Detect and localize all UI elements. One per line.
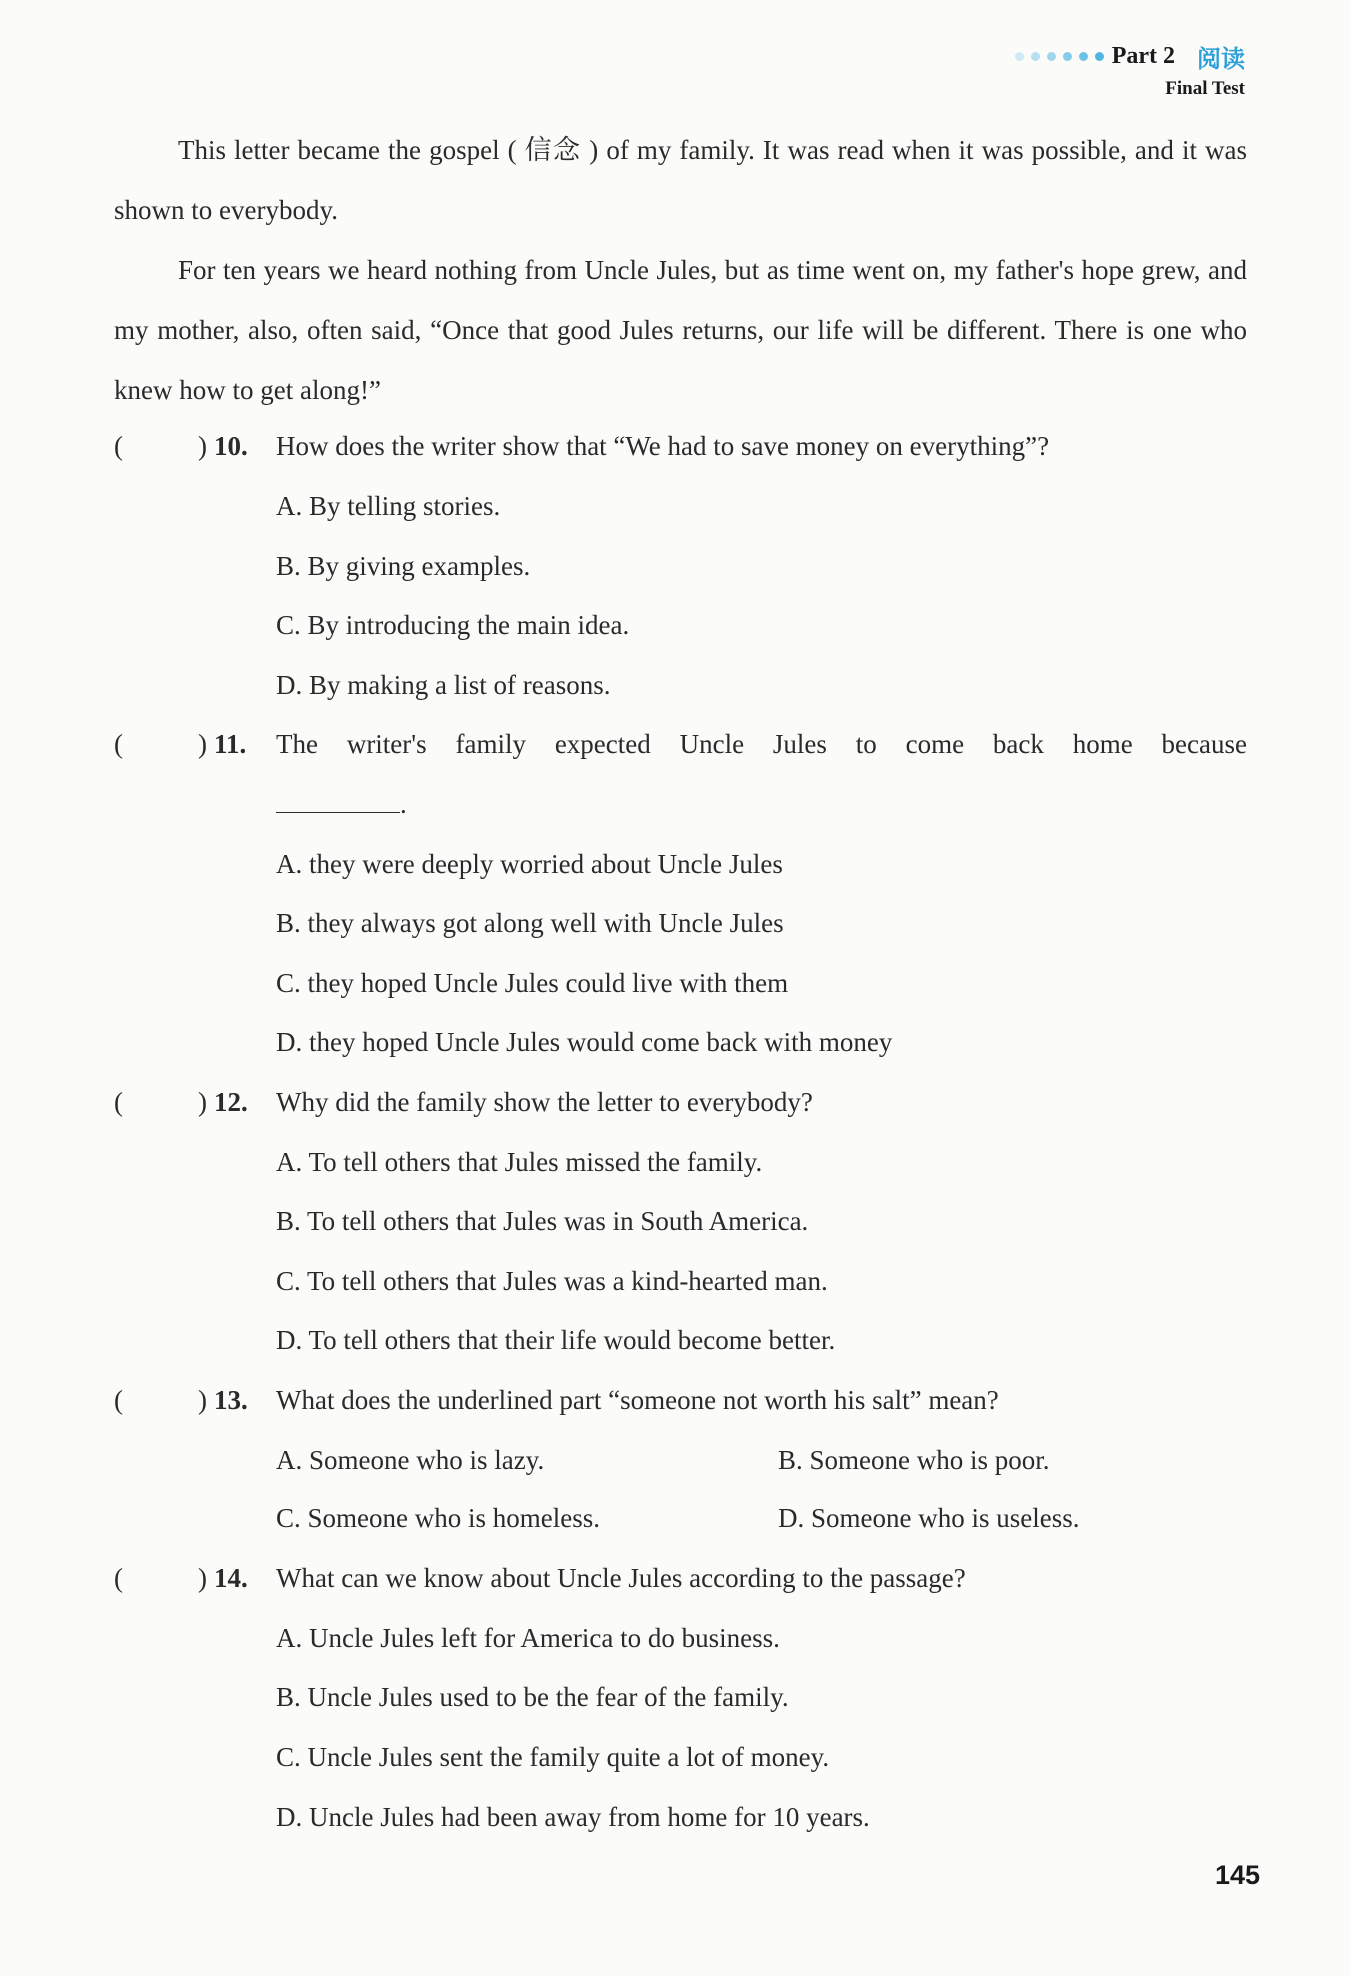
dot-1	[1015, 52, 1024, 61]
dot-3	[1047, 52, 1056, 61]
question-13	[114, 1370, 1247, 1430]
answer-paren-open: (	[114, 1385, 123, 1415]
answer-paren-open: (	[114, 729, 123, 759]
option-11-d: D. they hoped Uncle Jules would come back with money	[276, 1027, 893, 1057]
dot-6	[1095, 52, 1104, 61]
option-14-d: D. Uncle Jules had been away from home for 10 years.	[276, 1802, 870, 1832]
option-12-a: A. To tell others that Jules missed the family.	[276, 1147, 763, 1177]
dot-2	[1031, 52, 1040, 61]
answer-paren-close: )	[198, 431, 207, 461]
question-number: 12.	[214, 1087, 248, 1117]
question-text: How does the writer show that “We had to save money on everything”?	[276, 431, 1050, 461]
passage-paragraph-1: This letter became the gospel ( 信念 ) of my family. It was read when it was possible, and it was shown to everybody.	[114, 135, 1247, 225]
question-text: The writer's family expected Uncle Jules to come back home because	[276, 729, 1247, 759]
decorative-dots	[1015, 52, 1104, 61]
question-number: 10.	[214, 431, 248, 461]
option-13-b: B. Someone who is poor.	[778, 1445, 1050, 1475]
option-12-c: C. To tell others that Jules was a kind-hearted man.	[276, 1266, 828, 1296]
option-11-a: A. they were deeply worried about Uncle Jules	[276, 849, 783, 879]
question-number: 14.	[214, 1563, 248, 1593]
option-13-c: C. Someone who is homeless.	[276, 1503, 600, 1533]
question-11	[114, 714, 1247, 774]
answer-paren-open: (	[114, 1563, 123, 1593]
part-chinese-label: 阅读	[1197, 44, 1245, 73]
option-11-b: B. they always got along well with Uncle Jules	[276, 908, 784, 938]
question-10	[114, 416, 1247, 476]
option-10-c: C. By introducing the main idea.	[276, 610, 630, 640]
passage-paragraph-2: For ten years we heard nothing from Uncle Jules, but as time went on, my father's hope grew, and my mother, also, often said, “Once that good Jules returns, our life will be different. There is one who knew how to get along!”	[114, 255, 1247, 405]
option-10-d: D. By making a list of reasons.	[276, 670, 611, 700]
question-11-blank	[114, 774, 1247, 834]
dot-5	[1079, 52, 1088, 61]
question-number: 13.	[214, 1385, 248, 1415]
blank-period: .	[400, 789, 407, 819]
section-subtitle: Final Test	[1165, 78, 1245, 99]
option-11-c: C. they hoped Uncle Jules could live with them	[276, 968, 789, 998]
answer-paren-close: )	[198, 729, 207, 759]
question-number: 11.	[214, 729, 247, 759]
question-text: Why did the family show the letter to everybody?	[276, 1087, 813, 1117]
page-number: 145	[1214, 1860, 1260, 1890]
answer-paren-close: )	[198, 1087, 207, 1117]
part-label: Part 2	[1111, 42, 1175, 69]
answer-paren-close: )	[198, 1563, 207, 1593]
answer-paren-open: (	[114, 1087, 123, 1117]
option-10-a: A. By telling stories.	[276, 491, 501, 521]
option-14-a: A. Uncle Jules left for America to do business.	[276, 1623, 780, 1653]
question-text: What does the underlined part “someone not worth his salt” mean?	[276, 1385, 999, 1415]
option-13-d: D. Someone who is useless.	[778, 1503, 1080, 1533]
dot-4	[1063, 52, 1072, 61]
option-10-b: B. By giving examples.	[276, 551, 531, 581]
option-12-d: D. To tell others that their life would become better.	[276, 1325, 836, 1355]
question-14	[114, 1548, 1247, 1608]
fill-in-blank	[276, 776, 400, 813]
option-14-c: C. Uncle Jules sent the family quite a lot of money.	[276, 1742, 830, 1772]
question-text: What can we know about Uncle Jules according to the passage?	[276, 1563, 966, 1593]
answer-paren-close: )	[198, 1385, 207, 1415]
option-13-a: A. Someone who is lazy.	[276, 1445, 545, 1475]
question-12	[114, 1072, 1247, 1132]
option-12-b: B. To tell others that Jules was in South America.	[276, 1206, 809, 1236]
page-header	[1015, 38, 1245, 100]
answer-paren-open: (	[114, 431, 123, 461]
option-14-b: B. Uncle Jules used to be the fear of the family.	[276, 1682, 789, 1712]
